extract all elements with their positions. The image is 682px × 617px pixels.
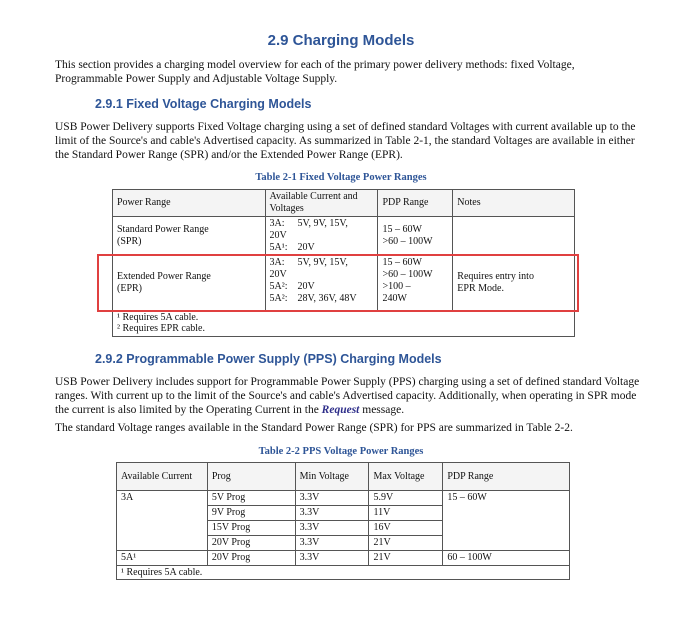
current-tag: 5A¹: [269, 242, 288, 253]
epr-pdp-line: 15 – 60W [382, 257, 422, 268]
current-value: 5V, 9V, 15V, [297, 218, 348, 229]
pps-prog-cell: 5V Prog [207, 491, 295, 506]
footnote-2: ² Requires EPR cable. [117, 323, 205, 334]
table-row-epr [113, 256, 575, 311]
pps-prog-cell: 9V Prog [207, 506, 295, 521]
fixed-voltage-heading: 2.9.1 Fixed Voltage Charging Models [95, 97, 312, 111]
epr-notes-cell [453, 256, 575, 311]
table-header-row [113, 190, 575, 217]
current-tag: 5A²: [269, 281, 288, 292]
pps-min-cell: 3.3V [295, 521, 369, 536]
pps-current-cell: 3A [117, 491, 208, 551]
pps-header-row [117, 463, 570, 491]
current-value: 28V, 36V, 48V [297, 293, 357, 304]
spr-current-line [270, 230, 374, 242]
pps-max-cell: 5.9V [369, 491, 443, 506]
pps-max-cell: 21V [369, 536, 443, 551]
pps-min-cell: 3.3V [295, 491, 369, 506]
pps-row [117, 491, 570, 506]
epr-current-line [270, 257, 374, 269]
fixed-voltage-paragraph: USB Power Delivery supports Fixed Voltage charging using a set of defined standard Voltages with current available up to the limit of the Source's and cable's Advertised capacity. As summarized in Table 2-1, the standard Voltages are available in either the Standard Power Range (SPR) and/or the Extended Power Range (EPR). [55, 121, 636, 161]
header-notes: Notes [453, 190, 575, 217]
pps-prog-cell: 15V Prog [207, 521, 295, 536]
section-title: 2.9 Charging Models [267, 32, 415, 49]
footnote-cell [113, 311, 575, 337]
pps-pdp-cell: 15 – 60W [443, 491, 570, 551]
epr-current-line [270, 293, 374, 305]
header-pdp-range: PDP Range [378, 190, 453, 217]
fixed-voltage-table [112, 189, 575, 337]
epr-pdp-line: >60 – 100W [382, 269, 433, 280]
pps-footnote-row [117, 566, 570, 580]
spr-range-line: Standard Power Range [117, 224, 209, 235]
header-pdp-range: PDP Range [443, 463, 570, 491]
current-value: 20V [297, 281, 315, 292]
header-available-current: Available Current [117, 463, 208, 491]
pps-current-cell: 5A¹ [117, 551, 208, 566]
spr-range-line: (SPR) [117, 236, 142, 247]
header-power-range: Power Range [113, 190, 266, 217]
epr-range-cell [113, 256, 266, 311]
table-footnote-row [113, 311, 575, 337]
epr-notes-line: Requires entry into [457, 271, 534, 282]
current-value: 5V, 9V, 15V, [297, 257, 348, 268]
pps-max-cell: 11V [369, 506, 443, 521]
epr-current-line [270, 281, 374, 293]
request-message-term: Request [321, 404, 360, 416]
spr-currents-cell [265, 217, 378, 256]
spr-range-cell [113, 217, 266, 256]
epr-range-line: Extended Power Range [117, 271, 211, 282]
pps-min-cell: 3.3V [295, 551, 369, 566]
table-2-2-caption: Table 2-2 PPS Voltage Power Ranges [258, 446, 424, 457]
pps-row [117, 551, 570, 566]
pps-pdp-cell: 60 – 100W [443, 551, 570, 566]
epr-pdp-cell [378, 256, 453, 311]
epr-current-line [270, 269, 374, 281]
header-prog: Prog [207, 463, 295, 491]
spr-pdp-line: >60 – 100W [382, 236, 433, 247]
current-value: 20V [297, 242, 315, 253]
current-tag: 3A: [269, 218, 285, 229]
current-tag: 3A: [269, 257, 285, 268]
pps-paragraph-2: The standard Voltage ranges available in the Standard Power Range (SPR) for PPS are summarized in Table 2-2. [55, 422, 573, 434]
epr-pdp-line: 240W [382, 293, 407, 304]
spr-pdp-cell [378, 217, 453, 256]
pps-min-cell: 3.3V [295, 536, 369, 551]
header-min-voltage: Min Voltage [295, 463, 369, 491]
pps-paragraph [55, 375, 645, 417]
spr-notes-cell [453, 217, 575, 256]
epr-range-line: (EPR) [117, 283, 142, 294]
pps-prog-cell: 20V Prog [207, 551, 295, 566]
pps-paragraph-text: USB Power Delivery includes support for Programmable Power Supply (PPS) charging using a set of defined standard Voltage ranges. With current up to the limit of the Source's and cable's Advertised capacity. Additionally, when operating in SPR mode the current is also limited by the Operating Current in the [55, 376, 640, 416]
pps-paragraph-end: message. [359, 404, 405, 416]
epr-pdp-line: >100 – [382, 281, 411, 292]
epr-currents-cell [265, 256, 378, 311]
spr-pdp-line: 15 – 60W [382, 224, 422, 235]
pps-prog-cell: 20V Prog [207, 536, 295, 551]
pps-min-cell: 3.3V [295, 506, 369, 521]
section-intro: This section provides a charging model overview for each of the primary power delivery methods: fixed Voltage, Programmable Power Supply and Adjustable Voltage Supply. [55, 59, 575, 85]
pps-max-cell: 21V [369, 551, 443, 566]
spr-current-line [270, 218, 374, 230]
spr-current-line [270, 242, 374, 254]
epr-notes-line: EPR Mode. [457, 283, 504, 294]
pps-heading: 2.9.2 Programmable Power Supply (PPS) Charging Models [95, 352, 442, 366]
current-tag: 20V [269, 269, 287, 280]
footnote-1: ¹ Requires 5A cable. [117, 312, 199, 323]
spr-currents-clip [270, 218, 374, 254]
pps-table [116, 462, 570, 580]
current-tag: 5A²: [269, 293, 288, 304]
table-2-1-caption: Table 2-1 Fixed Voltage Power Ranges [255, 172, 427, 183]
pps-footnote-cell: ¹ Requires 5A cable. [117, 566, 570, 580]
header-available-current: Available Current and Voltages [265, 190, 378, 217]
header-max-voltage: Max Voltage [369, 463, 443, 491]
pps-max-cell: 16V [369, 521, 443, 536]
current-tag: 20V [269, 230, 287, 241]
table-row-spr [113, 217, 575, 256]
